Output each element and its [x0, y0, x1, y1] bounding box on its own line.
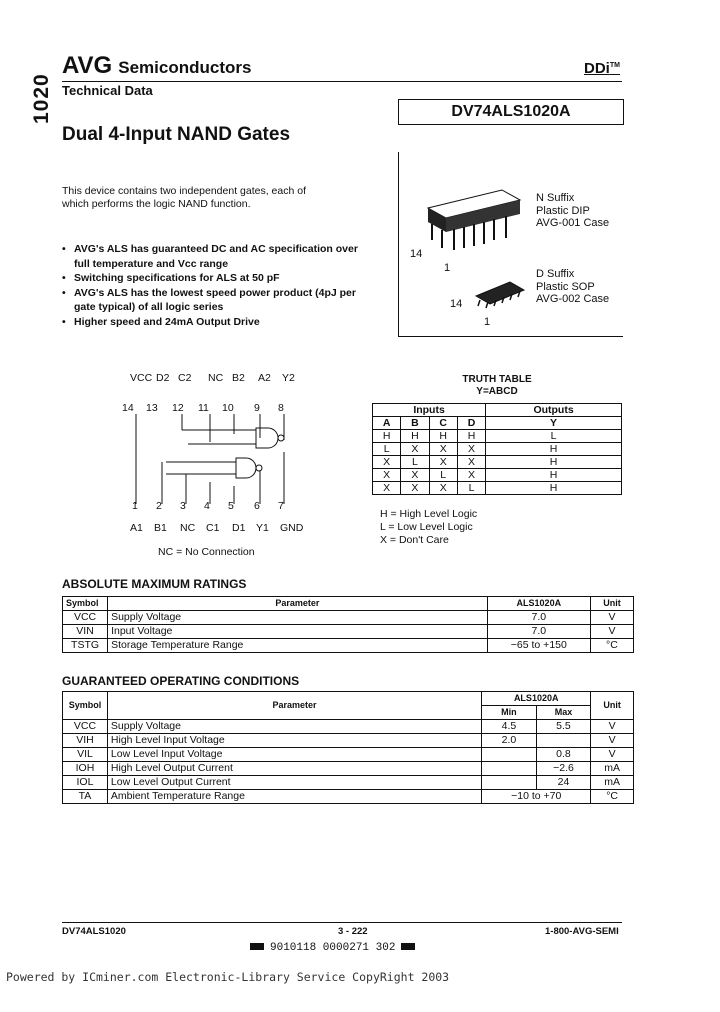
pin-number: 2	[156, 500, 162, 512]
ddi-text: DDi	[584, 60, 610, 77]
cell: H	[373, 430, 401, 443]
feature-item: • Switching specifications for ALS at 50 pF	[62, 271, 362, 286]
table-row	[63, 720, 634, 734]
cell: V	[591, 720, 634, 734]
cell: H	[486, 469, 622, 482]
pin-label: Y1	[256, 522, 269, 534]
legend-item: X = Don't Care	[380, 534, 449, 546]
cell: 0.8	[536, 748, 591, 762]
cell: L	[429, 469, 457, 482]
footer-page: 3 - 222	[338, 926, 368, 937]
cell: 7.0	[487, 625, 590, 639]
cell: L	[401, 456, 429, 469]
cell: VCC	[63, 611, 108, 625]
cell: VIH	[63, 734, 108, 748]
cell: X	[429, 443, 457, 456]
brand-name: AVG	[62, 52, 113, 79]
brand-logo	[62, 52, 251, 80]
n-suffix-line: AVG-001 Case	[536, 217, 610, 229]
feature-list	[62, 242, 362, 329]
ddi-logo	[584, 60, 620, 77]
cell: °C	[590, 639, 633, 653]
cell: VIN	[63, 625, 108, 639]
abs-max-table	[62, 596, 634, 653]
header-rule	[62, 81, 622, 82]
col-header: ALS1020A	[482, 692, 591, 706]
cell: Supply Voltage	[108, 611, 488, 625]
cell: VCC	[63, 720, 108, 734]
nc-note: NC = No Connection	[158, 546, 255, 558]
table-row	[373, 430, 622, 443]
pin-label: Y2	[282, 372, 295, 384]
pin-label: GND	[280, 522, 304, 534]
d-suffix-line: AVG-002 Case	[536, 293, 610, 305]
d-suffix-line: Plastic SOP	[536, 280, 595, 293]
d-suffix-line: D Suffix	[536, 268, 575, 280]
section-label: Technical Data	[62, 83, 153, 98]
table-row	[63, 639, 634, 653]
cell: °C	[591, 790, 634, 804]
pin-number: 9	[254, 402, 260, 414]
pin-label: VCC	[130, 372, 153, 384]
cell: mA	[591, 762, 634, 776]
ddi-tm: TM	[609, 62, 620, 69]
col-header: Y	[486, 417, 622, 430]
op-cond-title: GUARANTEED OPERATING CONDITIONS	[62, 674, 300, 688]
cell: X	[401, 469, 429, 482]
col-header: D	[457, 417, 485, 430]
cell: X	[401, 443, 429, 456]
pin-number: 13	[146, 402, 158, 414]
n-suffix-text	[536, 192, 609, 230]
footer-phone: 1-800-AVG-SEMI	[545, 926, 619, 937]
cell	[482, 748, 537, 762]
cell: Ambient Temperature Range	[107, 790, 481, 804]
pin-number: 5	[228, 500, 234, 512]
n-suffix-line: N Suffix	[536, 192, 575, 204]
feature-item: • AVG's ALS has guaranteed DC and AC specification over full temperature and Vcc range	[62, 242, 362, 271]
cell: 2.0	[482, 734, 537, 748]
legend-item: H = High Level Logic	[380, 508, 478, 520]
cell: High Level Input Voltage	[107, 734, 481, 748]
table-row	[63, 625, 634, 639]
cell: V	[590, 625, 633, 639]
cell: V	[590, 611, 633, 625]
cell: 24	[536, 776, 591, 790]
cell: mA	[591, 776, 634, 790]
cell: TA	[63, 790, 108, 804]
table-row	[63, 611, 634, 625]
pin-label: B2	[232, 372, 245, 384]
n-suffix-line: Plastic DIP	[536, 204, 590, 217]
dip-package-icon	[410, 180, 530, 270]
pin-label: A1	[130, 522, 143, 534]
col-header: Parameter	[107, 692, 481, 720]
sop-package-icon	[470, 278, 530, 312]
cell: −10 to +70	[482, 790, 591, 804]
pin-label: C2	[178, 372, 192, 384]
pin-number: 12	[172, 402, 184, 414]
col-header: C	[429, 417, 457, 430]
col-header: Symbol	[63, 597, 108, 611]
col-header: Max	[536, 706, 591, 720]
page-title: Dual 4-Input NAND Gates	[62, 124, 291, 145]
cell: 5.5	[536, 720, 591, 734]
cell: H	[486, 443, 622, 456]
cell: X	[457, 443, 485, 456]
pin-label: B1	[154, 522, 167, 534]
cell: IOL	[63, 776, 108, 790]
cell: X	[373, 456, 401, 469]
dip-pin14-label: 14	[410, 248, 423, 260]
cell: VIL	[63, 748, 108, 762]
pin-label: C1	[206, 522, 220, 534]
truth-table-heading: TRUTH TABLE	[462, 374, 532, 385]
cell: H	[429, 430, 457, 443]
col-header: Min	[482, 706, 537, 720]
cell: Low Level Input Voltage	[107, 748, 481, 762]
part-number-box: DV74ALS1020A	[398, 99, 624, 125]
pin-number: 11	[198, 402, 209, 414]
table-row	[63, 790, 634, 804]
feature-item: • Higher speed and 24mA Output Drive	[62, 315, 362, 330]
pin-label: D1	[232, 522, 246, 534]
feature-item: • AVG's ALS has the lowest speed power product (4pJ per gate typical) of all logic series	[62, 286, 362, 315]
pin-number: 14	[122, 402, 134, 414]
pin-label: NC	[208, 372, 224, 384]
cell: X	[429, 456, 457, 469]
col-header: ALS1020A	[487, 597, 590, 611]
cell: TSTG	[63, 639, 108, 653]
table-row	[373, 456, 622, 469]
cell: 7.0	[487, 611, 590, 625]
cell: H	[457, 430, 485, 443]
cell	[482, 762, 537, 776]
cell: V	[591, 748, 634, 762]
cell: High Level Output Current	[107, 762, 481, 776]
op-cond-table	[62, 691, 634, 804]
truth-table-equation: Y=ABCD	[476, 386, 518, 397]
col-header: Unit	[590, 597, 633, 611]
col-header: Symbol	[63, 692, 108, 720]
pin-number: 6	[254, 500, 260, 512]
truth-table-title	[372, 374, 622, 398]
cell: X	[373, 469, 401, 482]
outputs-header: Outputs	[486, 404, 622, 417]
pin-number: 10	[222, 402, 234, 414]
cell: Input Voltage	[108, 625, 488, 639]
cell: X	[457, 456, 485, 469]
footer-rule	[62, 922, 622, 923]
abs-max-title: ABSOLUTE MAXIMUM RATINGS	[62, 577, 247, 591]
cell: X	[401, 482, 429, 495]
cell: Supply Voltage	[107, 720, 481, 734]
cell: V	[591, 734, 634, 748]
table-row	[63, 762, 634, 776]
table-row	[63, 748, 634, 762]
cell: L	[486, 430, 622, 443]
pinout-diagram	[126, 412, 306, 504]
truth-table-legend	[380, 508, 477, 547]
col-header: A	[373, 417, 401, 430]
cell: Storage Temperature Range	[108, 639, 488, 653]
pin-number: 1	[132, 500, 138, 512]
col-header: Parameter	[108, 597, 488, 611]
col-header: B	[401, 417, 429, 430]
cell	[536, 734, 591, 748]
cell: L	[373, 443, 401, 456]
inputs-header: Inputs	[373, 404, 486, 417]
pin-number: 7	[278, 500, 284, 512]
dip-pin1-label: 1	[444, 262, 451, 274]
description: This device contains two independent gates, each of which performs the logic NAND function.	[62, 185, 306, 210]
cell: L	[457, 482, 485, 495]
cell: H	[401, 430, 429, 443]
barcode-text: 9010118 0000271 302	[270, 942, 396, 954]
cell: IOH	[63, 762, 108, 776]
sop-pin1-label: 1	[484, 316, 491, 328]
cell: H	[486, 482, 622, 495]
cell: X	[457, 469, 485, 482]
cell: Low Level Output Current	[107, 776, 481, 790]
cell	[482, 776, 537, 790]
footer-part: DV74ALS1020	[62, 926, 126, 937]
table-row	[63, 734, 634, 748]
cell: −2.6	[536, 762, 591, 776]
table-row	[373, 469, 622, 482]
brand-sub: Semiconductors	[118, 58, 252, 77]
pin-label: A2	[258, 372, 271, 384]
cell: 4.5	[482, 720, 537, 734]
legend-item: L = Low Level Logic	[380, 521, 473, 533]
col-header: Unit	[591, 692, 634, 720]
table-row	[373, 443, 622, 456]
powered-by-text: Powered by ICminer.com Electronic-Library Service CopyRight 2003	[6, 970, 450, 984]
pin-label: D2	[156, 372, 170, 384]
truth-table	[372, 403, 622, 495]
cell: X	[373, 482, 401, 495]
pin-number: 4	[204, 500, 210, 512]
cell: H	[486, 456, 622, 469]
table-row	[373, 482, 622, 495]
table-row	[63, 776, 634, 790]
pin-number: 3	[180, 500, 186, 512]
side-part-number: 1020	[30, 73, 53, 124]
pin-number: 8	[278, 402, 284, 414]
d-suffix-text	[536, 268, 609, 306]
cell: −65 to +150	[487, 639, 590, 653]
sop-pin14-label: 14	[450, 298, 463, 310]
cell: X	[429, 482, 457, 495]
pin-label: NC	[180, 522, 196, 534]
barcode-line	[250, 942, 415, 954]
